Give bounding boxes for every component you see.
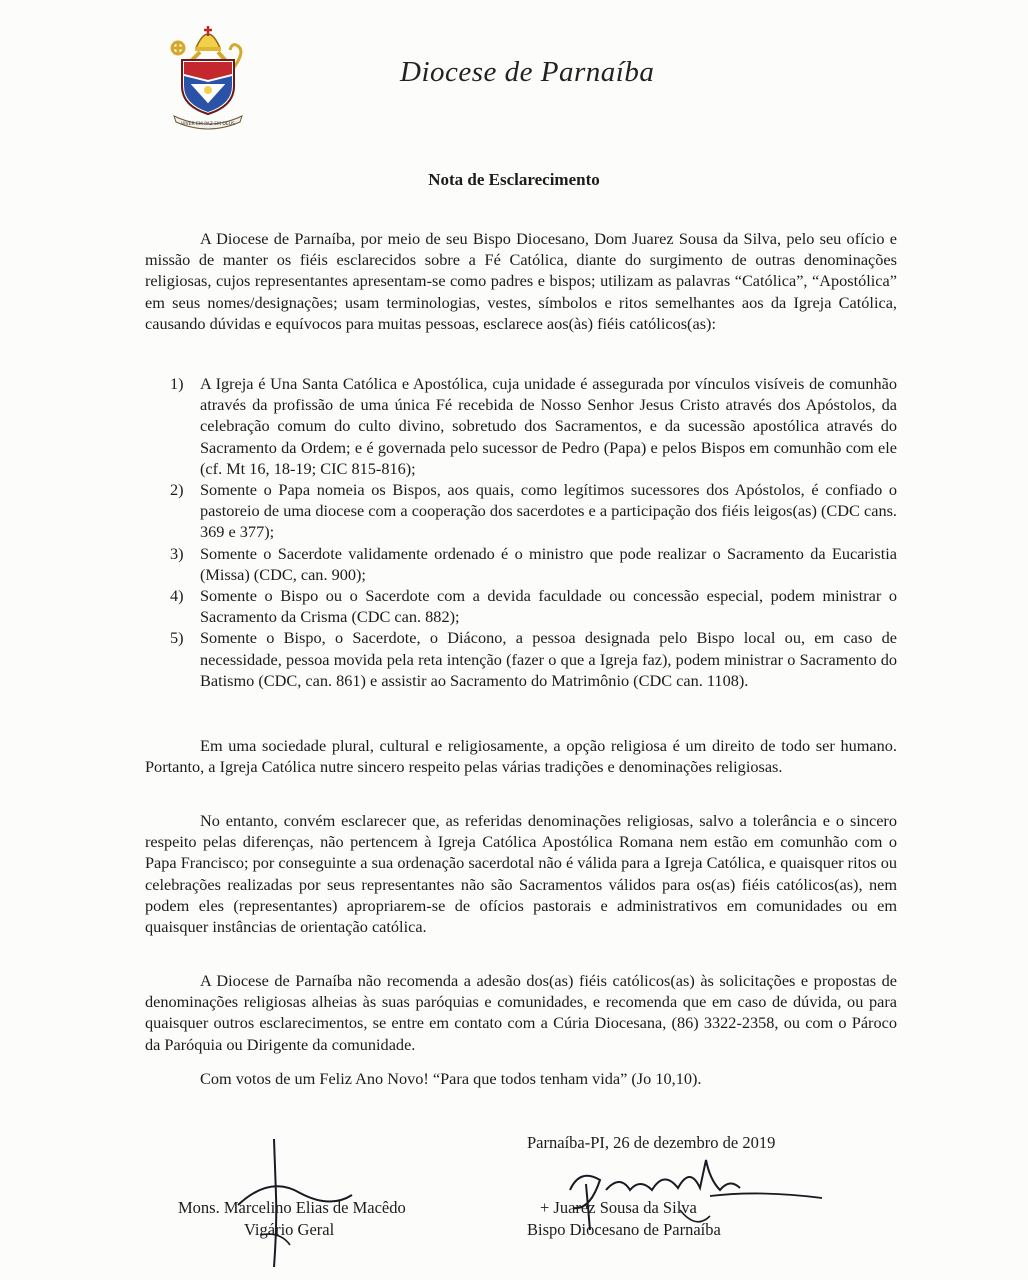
clarification-list — [170, 373, 897, 691]
diocese-name-heading: Diocese de Parnaíba — [400, 56, 655, 88]
document-title: Nota de Esclarecimento — [428, 170, 600, 189]
signatory-bishop — [527, 1197, 721, 1241]
paragraph-closing-wishes: Com votos de um Feliz Ano Novo! “Para que todos tenham vida” (Jo 10,10). — [200, 1069, 702, 1088]
signatory-name: + Juarez Sousa da Silva — [540, 1198, 697, 1217]
signatory-role: Vigário Geral — [244, 1220, 335, 1239]
list-item-number: 1) — [170, 374, 184, 393]
list-item-number: 3) — [170, 543, 184, 563]
list-item-text: Somente o Bispo ou o Sacerdote com a devida faculdade ou concessão especial, podem ministrar o Sacramento da Crisma (CDC can. 882); — [200, 586, 897, 627]
list-item-text: Somente o Sacerdote validamente ordenado é o ministro que pode realizar o Sacramento da Eucaristia (Missa) (CDC, can. 900); — [200, 543, 897, 584]
signatory-role: Bispo Diocesano de Parnaíba — [527, 1220, 721, 1239]
list-item — [170, 373, 897, 479]
list-item — [170, 479, 897, 543]
diocese-coat-of-arms-logo — [160, 18, 256, 130]
list-item-text: Somente o Bispo, o Sacerdote, o Diácono, a pessoa designada pelo Bispo local ou, em caso de necessidade, pessoa movida pela reta intenção (fazer o que a Igreja faz), podem ministrar o Sacramento do Batismo (CDC, can. 861) e assistir ao Sacramento do Matrimônio (CDC can. 1108). — [200, 628, 897, 690]
intro-paragraph: A Diocese de Parnaíba, por meio de seu Bispo Diocesano, Dom Juarez Sousa da Silva, pelo seu ofício e missão de manter os fiéis esclarecidos sobre a Fé Católica, diante do surgimento de outras denominações religiosas, cujos representantes apresentam-se como padres e bispos; utilizam as palavras “Católica”, “Apostólica” em seus nomes/designações; usam terminologias, vestes, símbolos e ritos semelhantes aos da Igreja Católica, causando dúvidas e equívocos para muitas pessoas, esclarece aos(às) fiéis católicos(as): — [145, 229, 897, 333]
paragraph-clarification: No entanto, convém esclarecer que, as referidas denominações religiosas, salvo a tolerância e o sincero respeito pelas diferenças, não pertencem à Igreja Católica Apostólica Romana nem estão em comunhão com o Papa Francisco; por conseguinte a sua ordenação sacerdotal não é válida para a Igreja Católica, e quaisquer ritos ou celebrações realizadas por seus representantes não são Sacramentos válidos para os(as) fiéis católicos(as), nem podem eles (representantes) apropriarem-se de ofícios pastorais e administrativos em comunidades ou em quaisquer instâncias de orientação católica. — [145, 811, 897, 937]
list-item-number: 4) — [170, 586, 184, 606]
paragraph-recommendation: A Diocese de Parnaíba não recomenda a adesão dos(as) fiéis católicos(as) às solicitações e propostas de denominações religiosas alheias às suas paróquias e comunidades, e recomenda que em caso de dúvida, ou para quaisquer outros esclarecimentos, se entre em contato com a Cúria Diocesana, (86) 3322-2358, ou com o Pároco da Paróquia ou Dirigente da comunidade. — [145, 971, 897, 1054]
place-and-date: Parnaíba-PI, 26 de dezembro de 2019 — [527, 1133, 776, 1152]
signatory-vicar-general — [178, 1197, 406, 1241]
list-item-number: 2) — [170, 480, 184, 500]
list-item — [170, 543, 897, 585]
list-item-number: 5) — [170, 628, 184, 648]
logo-motto: VIVER EM PAZ EM DEUS — [181, 122, 235, 127]
paragraph-plural-society: Em uma sociedade plural, cultural e religiosamente, a opção religiosa é um direito de todo ser humano. Portanto, a Igreja Católica nutre sincero respeito pelas várias tradições e denominações religiosas. — [145, 736, 897, 777]
signatory-name: Mons. Marcelino Elias de Macêdo — [178, 1198, 406, 1217]
list-item — [170, 627, 897, 691]
list-item-text: Somente o Papa nomeia os Bispos, aos quais, como legítimos sucessores dos Apóstolos, é confiado o pastoreio de uma diocese com a cooperação dos sacerdotes e a participação dos fiéis leigos(as) (CDC cans. 369 e 377); — [200, 480, 897, 542]
list-item — [170, 585, 897, 627]
list-item-text: A Igreja é Una Santa Católica e Apostólica, cuja unidade é assegurada por vínculos visíveis de comunhão através da profissão de uma única Fé recebida de Nosso Senhor Jesus Cristo através dos Apóstolos, da celebração comum do culto divino, sobretudo dos Sacramentos, e da sucessão apostólica através do Sacramento da Ordem; e é governada pelo sucessor de Pedro (Papa) e pelos Bispos em comunhão com ele (cf. Mt 16, 18-19; CIC 815-816); — [200, 374, 897, 478]
